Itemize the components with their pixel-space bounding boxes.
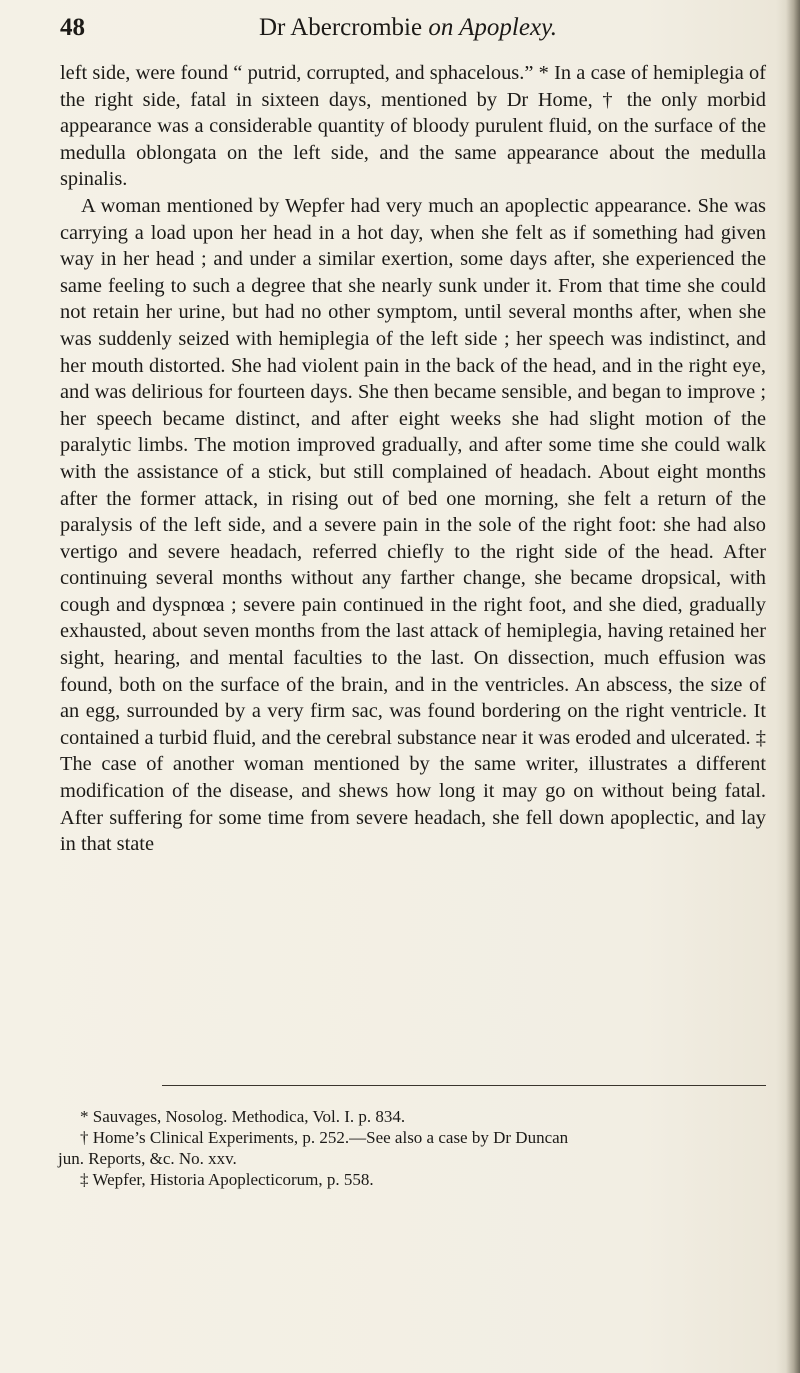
page-edge-shadow: [786, 0, 800, 1373]
footnote-3: ‡ Wepfer, Historia Apoplecticorum, p. 558.: [80, 1170, 374, 1189]
running-head: [60, 14, 756, 42]
running-head-topic: Apoplexy.: [459, 14, 558, 41]
footnote-divider: [162, 1085, 766, 1086]
page-header: [60, 14, 756, 54]
paragraph-2: A woman mentioned by Wepfer had very much an apoplectic appearance. She was carrying a load upon her head in a hot day, when she felt as if something had given way in her head ; and under a similar exertion, some days after, she experienced the same feeling to such a degree that she nearly sunk under it. From that time she could not retain her urine, but had no other symptom, until several months after, when she was suddenly seized with hemiplegia of the left side ; her speech was indistinct, and her mouth distorted. She had violent pain in the back of the head, and in the right eye, and was delirious for fourteen days. She then became sensible, and began to improve ; her speech became distinct, and after eight weeks she had slight motion of the paralytic limbs. The motion improved gradually, and after some time she could walk with the assistance of a stick, but still complained of headach. About eight months after the former attack, in rising out of bed one morning, she felt a return of the paralysis of the left side, and a severe pain in the sole of the right foot: she had also vertigo and severe headach, referred chiefly to the right side of the head. After continuing several months without any farther change, she became dropsical, with cough and dyspnœa ; severe pain continued in the right foot, and she died, gradually exhausted, about seven months from the last attack of hemiplegia, having retained her sight, hearing, and mental faculties to the last. On dissection, much effusion was found, both on the surface of the brain, and in the ventricles. An abscess, the size of an egg, surrounded by a very firm sac, was found bordering on the right ventricle. It contained a turbid fluid, and the cerebral substance near it was eroded and ulcerated. ‡ The case of another woman mentioned by the same writer, illustrates a different modification of the disease, and shews how long it may go on without being fatal. After suffering for some time from severe headach, she fell down apoplectic, and lay in that state: [60, 194, 766, 856]
footnote-1: * Sauvages, Nosolog. Methodica, Vol. I. p. 834.: [80, 1107, 406, 1126]
running-head-on: on: [428, 14, 460, 41]
footnotes: [58, 1106, 766, 1190]
footnote-2: † Home’s Clinical Experiments, p. 252.—See also a case by Dr Duncan: [80, 1128, 569, 1147]
running-head-author: Dr Abercrombie: [258, 14, 429, 41]
main-text: [60, 60, 766, 858]
footnote-2-continuation: jun. Reports, &c. No. xxv.: [58, 1149, 237, 1168]
paragraph-1: left side, were found “ putrid, corrupted, and sphacelous.” * In a case of hemiplegia of the right side, fatal in sixteen days, mentioned by Dr Home, † the only morbid appearance was a considerable quantity of bloody purulent fluid, on the surface of the medulla oblongata on the left side, and the same appearance about the medulla spinalis.: [60, 62, 766, 191]
page-number: 48: [60, 14, 85, 41]
